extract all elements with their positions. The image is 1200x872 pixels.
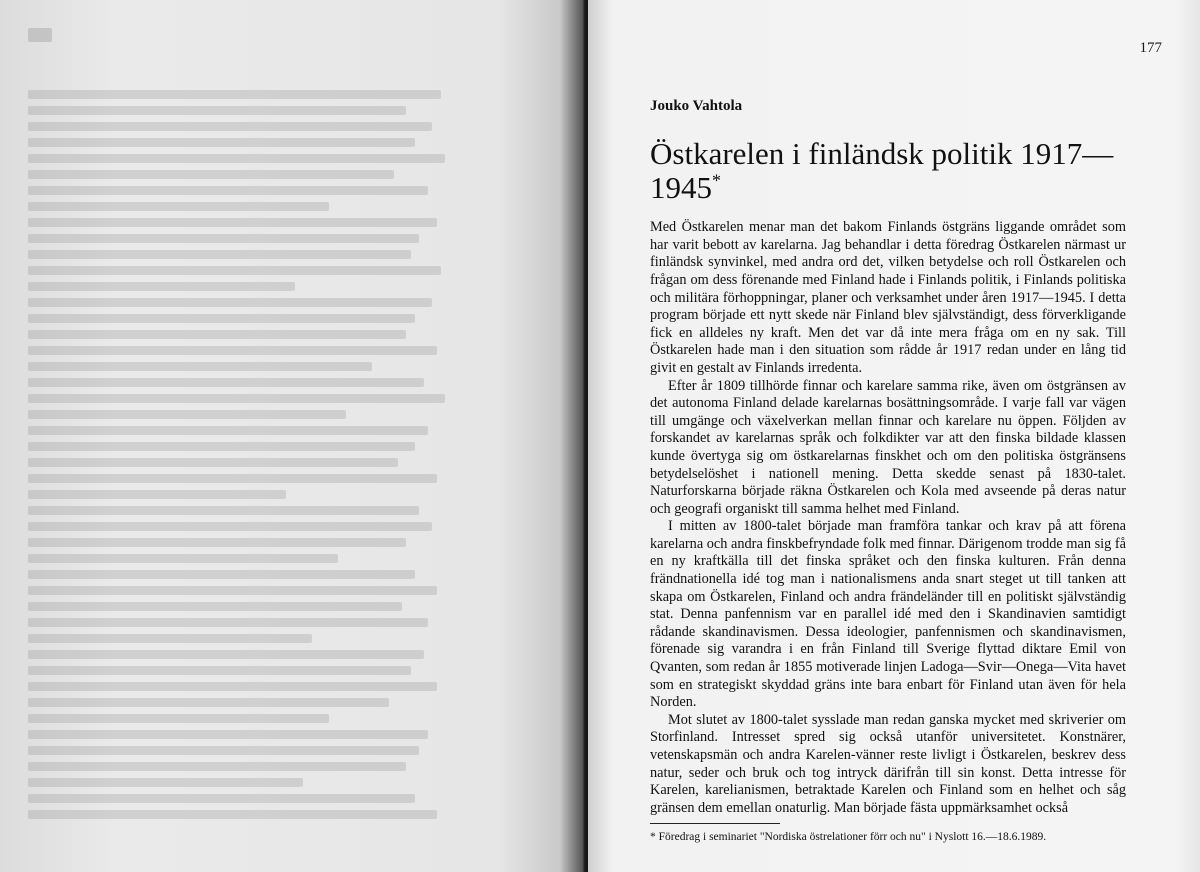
bleed-line bbox=[28, 298, 432, 307]
paragraph: Med Östkarelen menar man det bakom Finlands östgräns liggande området som har varit bebott av karelarna. Jag behandlar i detta föredrag Östkarelen närmast ur finländsk synvinkel, med andra ord det, vilken betydelse och roll Östkarelen och frågan om dess förenande med Finland hade i Finlands politik, i Finlands politiska och militära förhoppningar, planer och verksamhet under åren 1917—1945. I detta program började ett nytt skede när Finland blev självständigt, dess förverkligande fick en alldeles ny kraft. Men det var då inte mera fråga om en ny sak. Till Östkarelen hade man i den situation som rådde år 1917 redan under en lång tid givit en gestalt av Finlands irredenta. bbox=[650, 219, 1126, 376]
bleed-line bbox=[28, 474, 437, 483]
bleed-line bbox=[28, 154, 445, 163]
bleed-line bbox=[28, 714, 329, 723]
bleed-line bbox=[28, 730, 428, 739]
bleed-line bbox=[28, 426, 428, 435]
bleed-line bbox=[28, 458, 398, 467]
bleed-line bbox=[28, 586, 437, 595]
bleed-line bbox=[28, 266, 441, 275]
paragraph: I mitten av 1800-talet började man framföra tankar och krav på att förena karelarna och andra finskbefryndade folk med finnar. Därigenom trodde man sig få en ny kraftkälla till det finska språket och den finska kulturen. Från denna frändnationella idé tog man i nationalismens anda snart steget ut till tanken att skapa om Östkarelen, Finland och andra frändeländer till en politiskt självständig stat. Denna panfennism var en parallel idé med den i Skandinavien samtidigt rådande skandinavismen. Dessa ideologier, panfennismen och skandinavismen, förenade sig varandra i en från Finland till Sverige flyttad diktare Emil von Qvanten, som redan år 1855 motiverade linjen Ladoga—Svir—Onega—Vita havet som en strategiskt skyddad gräns inte bara enbart för Finland utan även för hela Norden. bbox=[650, 518, 1126, 711]
bleed-line bbox=[28, 138, 415, 147]
bleed-line bbox=[28, 106, 406, 115]
left-page bbox=[0, 0, 586, 872]
paragraph: Efter år 1809 tillhörde finnar och karelare samma rike, även om östgränsen av det autonoma Finland delade karelarnas bosättningsområde. I varje fall var vägen till umgänge och växelverkan mellan finnar och karelare nu öppen. Följden av forskandet av karelarnas språk och folkdikter var att den finska bildade klassen kunde övertyga sig om östkarelarnas finskhet och om den politiska östgränsens betydelselöshet i nationell mening. Detta skedde senast på 1830-talet. Naturforskarna började räkna Östkarelen och Kola med avseende på deras natur och geografi organiskt till samma helhet med Finland. bbox=[650, 377, 1126, 517]
bleed-line bbox=[28, 394, 445, 403]
bleed-line bbox=[28, 90, 441, 99]
bleed-line bbox=[28, 234, 419, 243]
bleed-line bbox=[28, 314, 415, 323]
bleed-line bbox=[28, 554, 338, 563]
bleed-line bbox=[28, 666, 411, 675]
bleed-line bbox=[28, 778, 303, 787]
bleed-line bbox=[28, 378, 424, 387]
right-page bbox=[588, 0, 1200, 872]
bleed-line bbox=[28, 682, 437, 691]
bleed-line bbox=[28, 442, 415, 451]
bleed-line bbox=[28, 330, 406, 339]
bleed-line bbox=[28, 410, 346, 419]
bleed-line bbox=[28, 810, 437, 819]
bleed-line bbox=[28, 250, 411, 259]
article-author: Jouko Vahtola bbox=[650, 98, 743, 114]
article-title-text: Östkarelen i finländsk politik 1917—1945 bbox=[650, 136, 1114, 206]
footnote-rule bbox=[650, 823, 780, 824]
left-page-bleed-through-text bbox=[28, 90, 458, 826]
footnote: * Föredrag i seminariet "Nordiska östrelationer förr och nu" i Nyslott 16.—18.6.1989. bbox=[650, 831, 1047, 843]
bleed-line bbox=[28, 186, 428, 195]
bleed-line bbox=[28, 218, 437, 227]
article-body bbox=[650, 219, 1126, 817]
bleed-line bbox=[28, 570, 415, 579]
bleed-line bbox=[28, 522, 432, 531]
bleed-line bbox=[28, 602, 402, 611]
bleed-line bbox=[28, 346, 437, 355]
bleed-line bbox=[28, 746, 419, 755]
bleed-line bbox=[28, 202, 329, 211]
bleed-line bbox=[28, 618, 428, 627]
bleed-line bbox=[28, 538, 406, 547]
bleed-line bbox=[28, 794, 415, 803]
bleed-line bbox=[28, 650, 424, 659]
bleed-line bbox=[28, 506, 419, 515]
title-footnote-marker: * bbox=[712, 170, 721, 191]
page-number: 177 bbox=[1139, 40, 1162, 56]
bleed-line bbox=[28, 170, 394, 179]
bleed-line bbox=[28, 282, 295, 291]
bleed-line bbox=[28, 634, 312, 643]
bleed-line bbox=[28, 762, 406, 771]
bleed-line bbox=[28, 490, 286, 499]
article-title bbox=[650, 137, 1126, 205]
paragraph: Mot slutet av 1800-talet sysslade man redan ganska mycket med skriverier om Storfinland. Intresset spred sig också utanför universitetet. Konstnärer, vetenskapsmän och andra Karelen-vänner reste livligt i Östkarelen, beskrev dess natur, seder och bruk och tog intryck därifrån till sin konst. Detta intresse för Karelen, karelianismen, betraktade Karelen och Finland som en helhet och såg gränsen dem emellan onaturlig. Man började fästa uppmärksamhet också bbox=[650, 711, 1126, 816]
bleed-line bbox=[28, 122, 432, 131]
bleed-line bbox=[28, 698, 389, 707]
article bbox=[650, 98, 1126, 817]
left-page-number-bleed bbox=[28, 28, 52, 42]
bleed-line bbox=[28, 362, 372, 371]
